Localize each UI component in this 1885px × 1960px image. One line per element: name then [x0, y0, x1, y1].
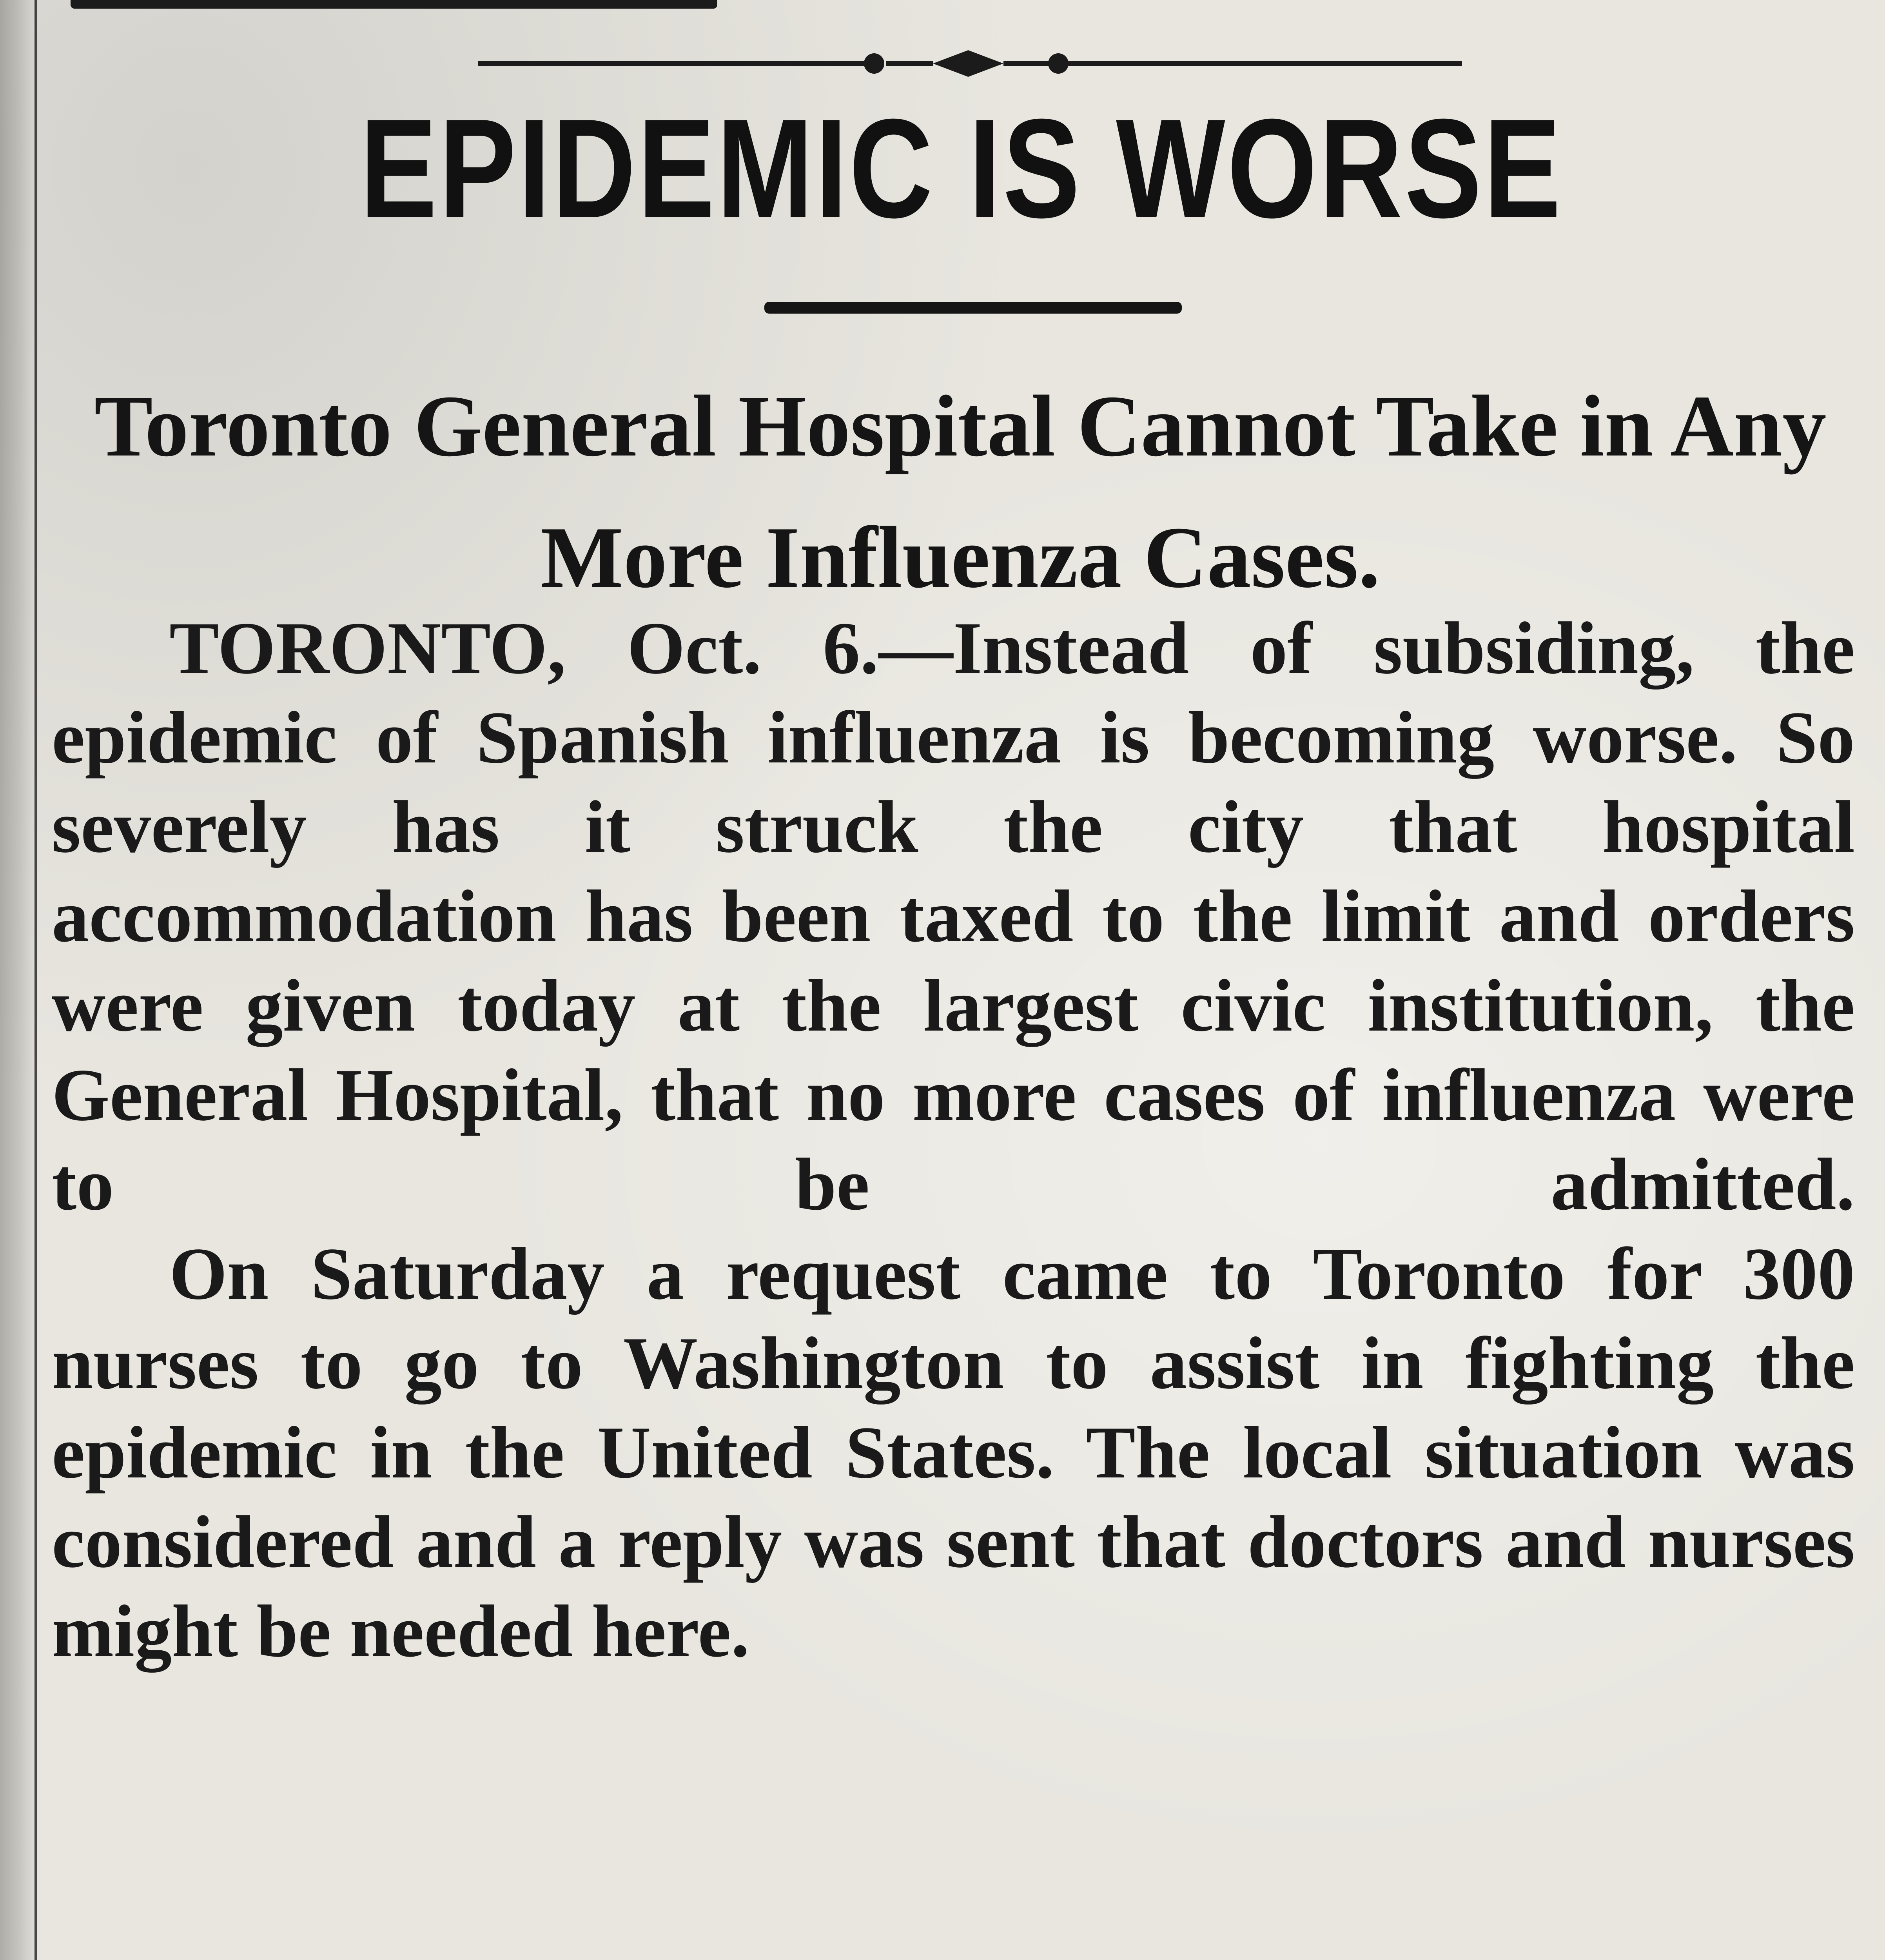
article-paragraph-2: On Saturday a request came to Toronto for 300 nurses to go to Washington to assist in fighting the epidemic in the United States. The local situation was considered and a reply was sent that doctors and nurses might be needed here.: [52, 1233, 1855, 1673]
subheadline: Toronto General Hospital Cannot Take in Any More Influenza Cases.: [94, 377, 1827, 606]
previous-article-ink: [71, 0, 717, 9]
page-edge-shadow: [0, 0, 34, 1960]
ornamental-divider: [478, 50, 1462, 78]
previous-article-cutoff: [71, 0, 737, 12]
column-rule: [34, 0, 37, 1960]
headline: EPIDEMIC IS WORSE: [360, 90, 1563, 247]
article-body: [52, 604, 1855, 1676]
article-paragraph-1: TORONTO, Oct. 6.—Instead of subsiding, the epidemic of Spanish influenza is becoming worse. So severely has it struck the city that hospital accommodation has been taxed to the limit and orders were given today at the largest civic institution, the General Hospital, that no more cases of influenza were to be admitted.: [52, 607, 1855, 1226]
headline-rule: [764, 302, 1182, 314]
